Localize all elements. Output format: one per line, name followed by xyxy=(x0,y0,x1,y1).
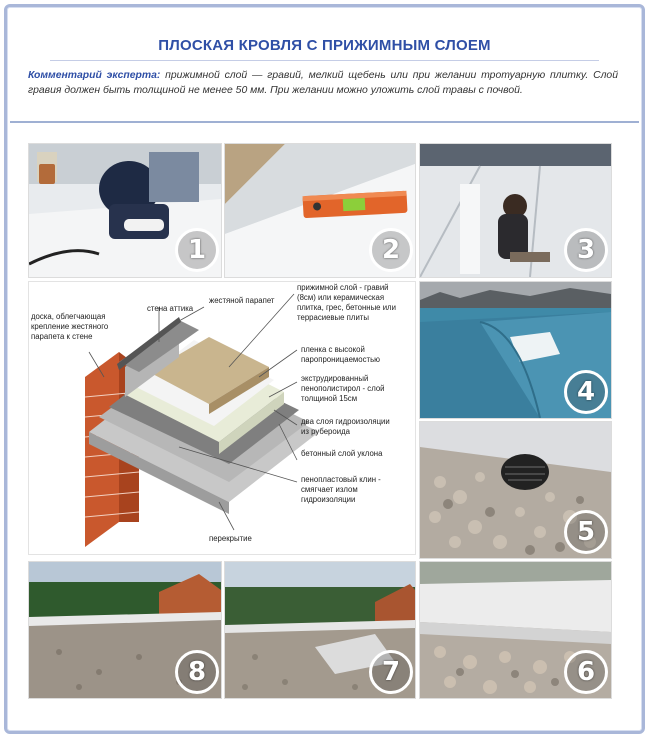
label-concrete: бетонный слой уклона xyxy=(301,449,383,458)
expert-comment xyxy=(28,68,618,98)
label-film: пленка с высокой паропроницаемостью xyxy=(301,345,381,364)
photo-8-number: 8 xyxy=(175,650,219,694)
header xyxy=(10,10,639,123)
photo-3-number: 3 xyxy=(564,228,608,272)
photo-4-number: 4 xyxy=(564,370,608,414)
photo-7 xyxy=(224,561,416,699)
label-waterproofing: два слоя гидроизоляции из рубероида xyxy=(301,417,390,436)
label-wedge: пенопластовый клин - смягчает излом гидроизоляции xyxy=(301,475,381,504)
photo-3 xyxy=(419,143,612,278)
photo-7-number: 7 xyxy=(369,650,413,694)
photo-1 xyxy=(28,143,222,278)
comment-label: Комментарий эксперта: xyxy=(28,70,161,81)
photo-6-number: 6 xyxy=(564,650,608,694)
label-slab: перекрытие xyxy=(209,534,252,543)
label-attic-wall: стена аттика xyxy=(147,304,194,313)
roof-layers-diagram xyxy=(28,281,416,555)
photo-5 xyxy=(419,421,612,559)
photo-4 xyxy=(419,281,612,419)
photo-2-number: 2 xyxy=(369,228,413,272)
comment-text: прижимной слой — гравий, мелкий щебень или при желании тротуарную плитку. Слой гравия должен быть толщиной не менее 50 мм. При желании можно уложить слой травы с почвой. xyxy=(28,70,618,96)
title-divider xyxy=(50,60,599,61)
label-board: доска, облегчающая крепление жестяного парапета к стене xyxy=(31,312,109,341)
label-tin-parapet: жестяной парапет xyxy=(209,296,275,305)
photo-1-number: 1 xyxy=(175,228,219,272)
label-pressure-layer: прижимной слой - гравий (8см) или керамическая плитка, грес, бетонные или террасиевые плиты xyxy=(297,283,396,322)
page-title: ПЛОСКАЯ КРОВЛЯ С ПРИЖИМНЫМ СЛОЕМ xyxy=(158,37,491,54)
photo-8 xyxy=(28,561,222,699)
photo-6 xyxy=(419,561,612,699)
label-xps: экструдированный пенополистирол - слой толщиной 15см xyxy=(301,374,385,403)
photo-2 xyxy=(224,143,416,278)
photo-5-number: 5 xyxy=(564,510,608,554)
